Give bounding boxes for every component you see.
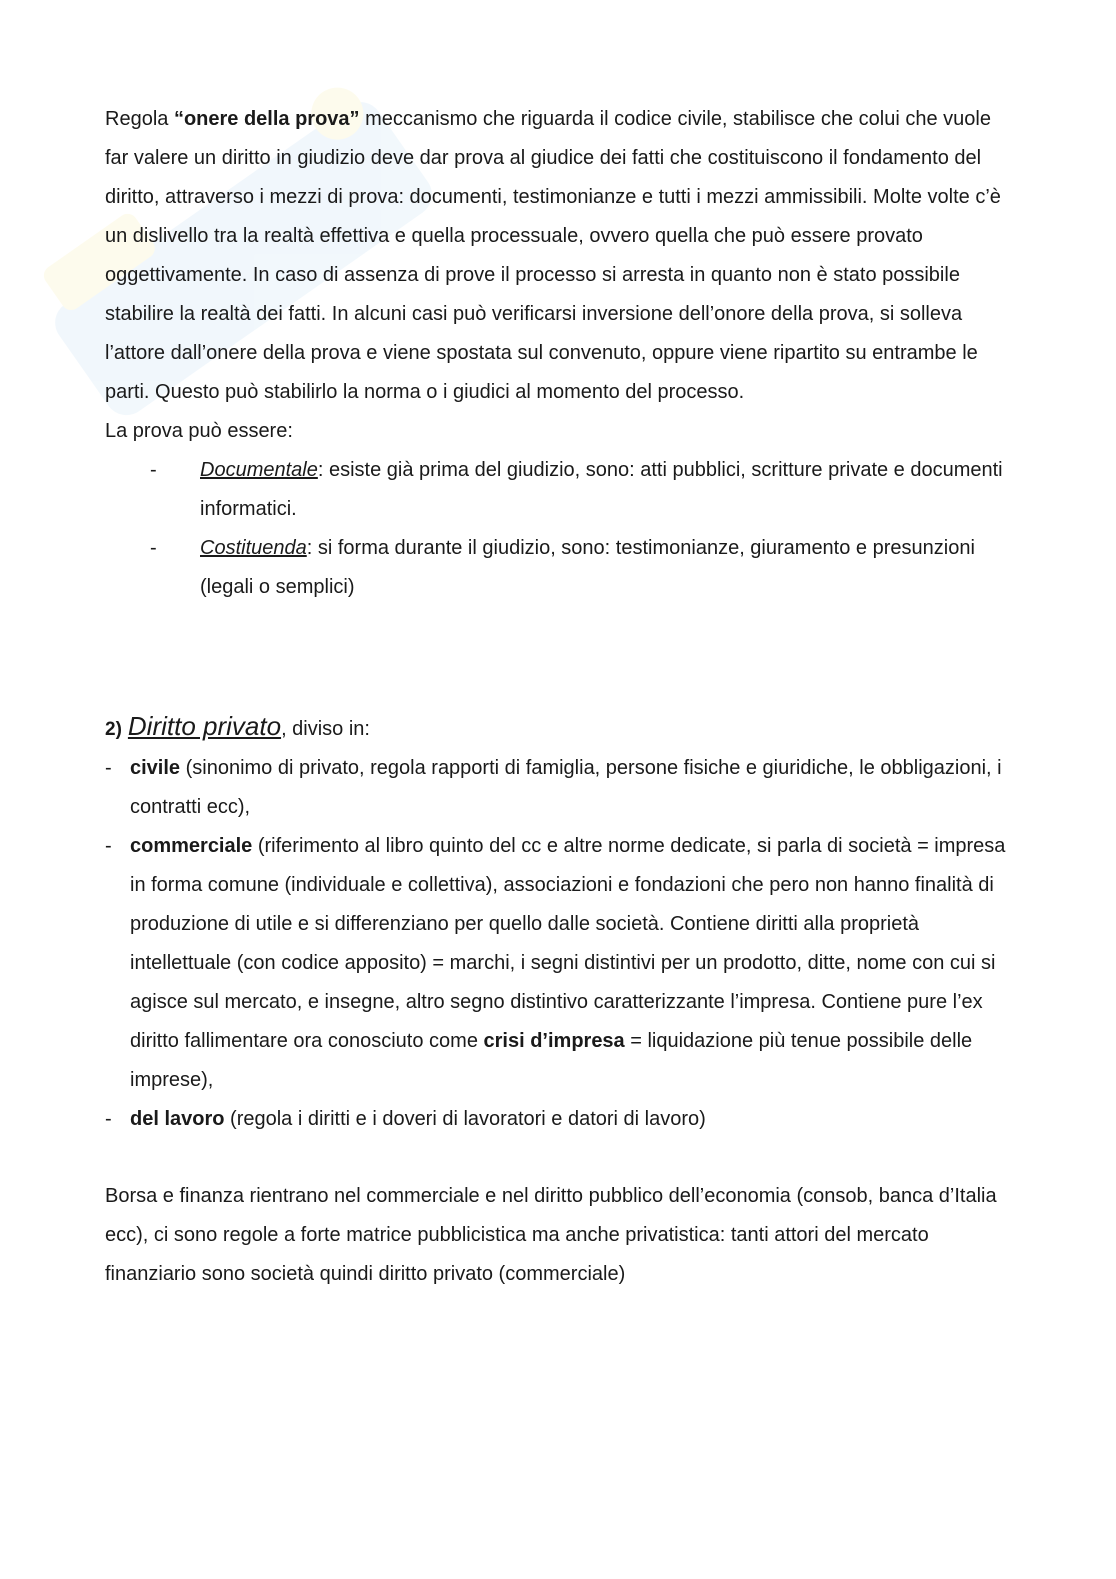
intro-text: meccanismo che riguarda il codice civile, stabilisce che colui che vuole far valere un diritto in giudizio deve dar prova al giudice dei fatti che costituiscono il fondamento del diritto, attraverso i mezzi di prova: documenti, testimonianze e tutti i mezzi ammissibili. Molte volte c’è un dislivello tra la realtà effettiva e quella processuale, ovvero quella che può essere provato oggettivamente. In caso di assenza di prove il processo si arresta in quanto non è stato possibile stabilire la realtà dei fatti. In alcuni casi può verificarsi inversione dell’onore della prova, si solleva l’attore dall’onere della prova e viene spostata sul convenuto, oppure viene ripartito su entrambe le parti. Questo può stabilirlo la norma o i giudici al momento del processo.: [105, 108, 1001, 403]
list-item: [105, 749, 1010, 827]
dash-bullet: -: [105, 1108, 112, 1130]
closing-paragraph: Borsa e finanza rientrano nel commerciale e nel diritto pubblico dell’economia (consob, banca d’Italia ecc), ci sono regole a forte matrice pubblicistica ma anche privatistica: tanti attori del mercato finanziario sono società quindi diritto privato (commerciale): [105, 1185, 997, 1285]
dash-bullet: -: [150, 537, 157, 559]
intro-paragraph: [105, 100, 1010, 412]
branch-text: (sinonimo di privato, regola rapporti di famiglia, persone fisiche e giuridiche, le obbligazioni, i contratti ecc),: [130, 757, 1002, 818]
section-title: Diritto privato: [127, 711, 282, 741]
branch-text: (riferimento al libro quinto del cc e altre norme dedicate, si parla di società = impresa in forma comune (individuale e collettiva), associazioni e fondazioni che pero non hanno finalità di produzione di utile e si differenziano per quello dalle società. Contiene diritti alla proprietà intellettuale (con codice apposito) = marchi, i segni distintivi per un prodotto, ditte, nome con cui si agisce sul mercato, e insegne, altro segno distintivo caratterizzante l’impresa. Contiene pure l’ex diritto fallimentare ora conosciuto come: [130, 835, 1006, 1052]
list-item: [150, 529, 1010, 607]
list-item: [105, 1100, 1010, 1139]
branches-list: [105, 749, 1010, 1139]
section-number: 2): [105, 719, 122, 740]
proof-intro: La prova può essere:: [105, 420, 293, 442]
proof-types-list: [105, 451, 1010, 607]
branch-term: civile: [130, 757, 181, 779]
proof-type-text: : si forma durante il giudizio, sono: testimonianze, giuramento e presunzioni (legali o semplici): [200, 537, 975, 598]
proof-type-term: Documentale: [200, 459, 318, 481]
proof-type-term: Costituenda: [200, 537, 307, 559]
intro-prefix: Regola: [105, 108, 174, 130]
branch-text: (regola i diritti e i doveri di lavoratori e datori di lavoro): [224, 1108, 706, 1130]
document-page: [105, 100, 1010, 1294]
section-heading: [105, 707, 1010, 749]
list-item: [150, 451, 1010, 529]
branch-term: del lavoro: [130, 1108, 225, 1130]
dash-bullet: -: [105, 757, 112, 779]
dash-bullet: -: [150, 459, 157, 481]
branch-text-secondary: = liquidazione più tenue possibile delle imprese),: [130, 1030, 973, 1091]
branch-term: commerciale: [130, 835, 253, 857]
list-item: [105, 827, 1010, 1100]
section-suffix: , diviso in:: [281, 718, 370, 740]
proof-type-text: : esiste già prima del giudizio, sono: atti pubblici, scritture private e documenti informatici.: [200, 459, 1003, 520]
branch-term-secondary: crisi d’impresa: [483, 1030, 625, 1052]
onere-della-prova-term: “onere della prova”: [173, 108, 360, 130]
dash-bullet: -: [105, 835, 112, 857]
